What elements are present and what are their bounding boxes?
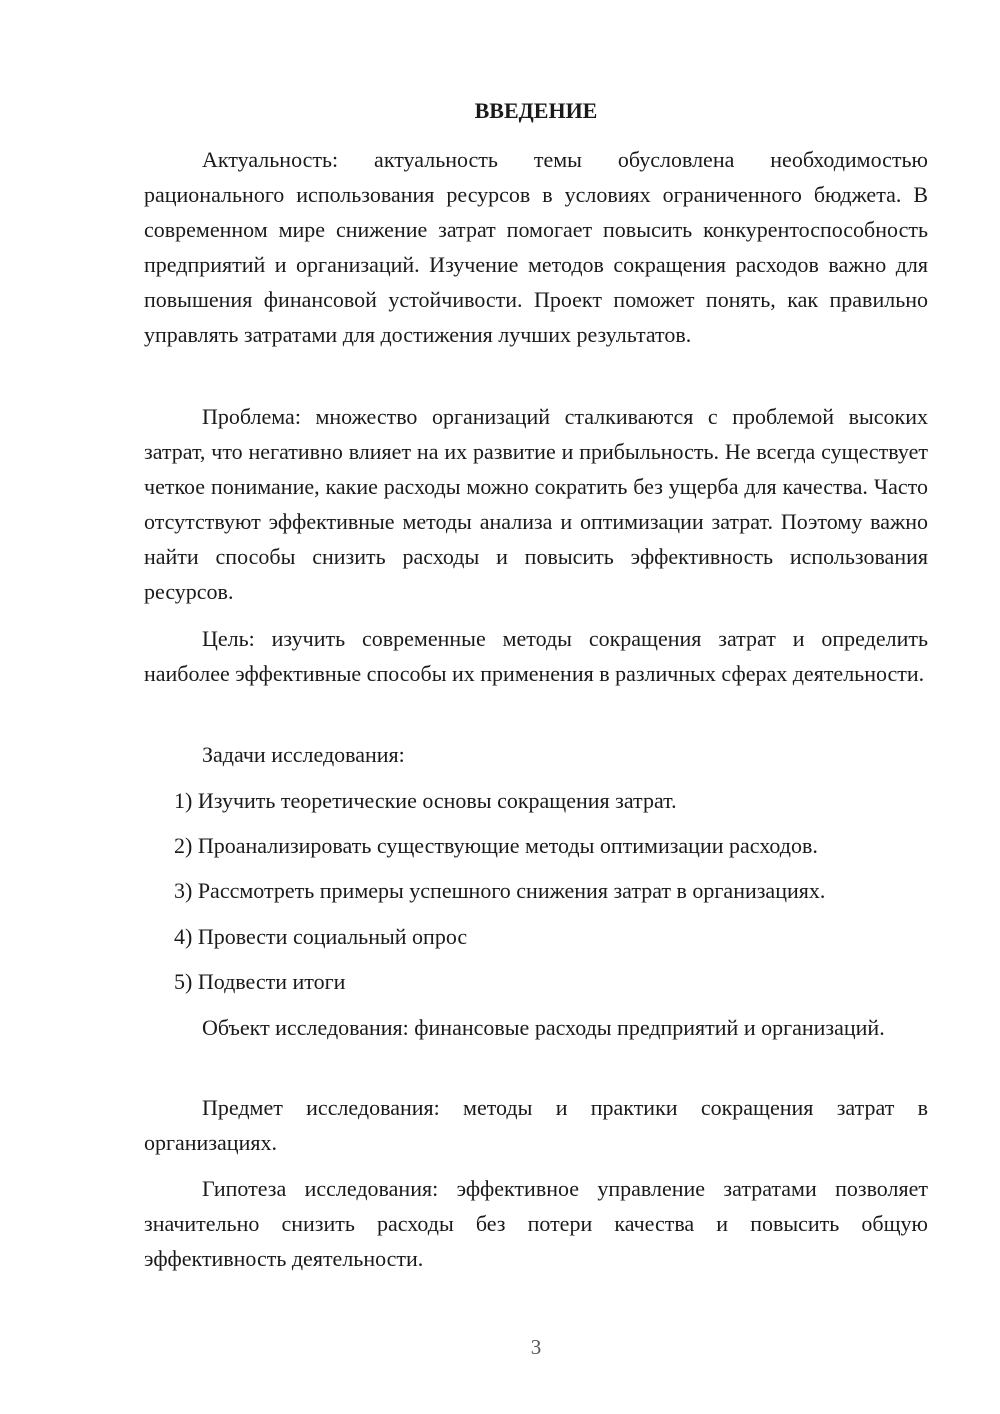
task-item-1: 1) Изучить теоретические основы сокращения затрат.	[174, 788, 677, 813]
object-paragraph: Объект исследования: финансовые расходы предприятий и организаций.	[202, 1015, 885, 1040]
task-item-4: 4) Провести социальный опрос	[174, 924, 468, 949]
hypothesis-paragraph: Гипотеза исследования: эффективное управление затратами позволяет значительно снизить расходы без потери качества и повысить общую эффективность деятельности.	[144, 1176, 928, 1271]
task-item-5: 5) Подвести итоги	[174, 969, 346, 994]
section-heading: ВВЕДЕНИЕ	[474, 98, 598, 123]
problem-paragraph: Проблема: множество организаций сталкиваются с проблемой высоких затрат, что негативно влияет на их развитие и прибыльность. Не всегда существует четкое понимание, какие расходы можно сократить без ущерба для качества. Часто отсутствуют эффективные методы анализа и оптимизации затрат. Поэтому важно найти способы снизить расходы и повысить эффективность использования ресурсов.	[144, 404, 928, 604]
relevance-paragraph: Актуальность: актуальность темы обусловлена необходимостью рационального использования ресурсов в условиях ограниченного бюджета. В современном мире снижение затрат помогает повысить конкурентоспособность предприятий и организаций. Изучение методов сокращения расходов важно для повышения финансовой устойчивости. Проект поможет понять, как правильно управлять затратами для достижения лучших результатов.	[144, 147, 928, 347]
tasks-heading: Задачи исследования:	[202, 742, 405, 767]
task-item-3: 3) Рассмотреть примеры успешного снижения затрат в организациях.	[174, 878, 826, 903]
goal-paragraph: Цель: изучить современные методы сокращения затрат и определить наиболее эффективные способы их применения в различных сферах деятельности.	[144, 626, 928, 686]
task-item-2: 2) Проанализировать существующие методы оптимизации расходов.	[174, 833, 818, 858]
page-number: 3	[530, 1335, 542, 1359]
subject-paragraph: Предмет исследования: методы и практики сокращения затрат в организациях.	[144, 1095, 928, 1155]
